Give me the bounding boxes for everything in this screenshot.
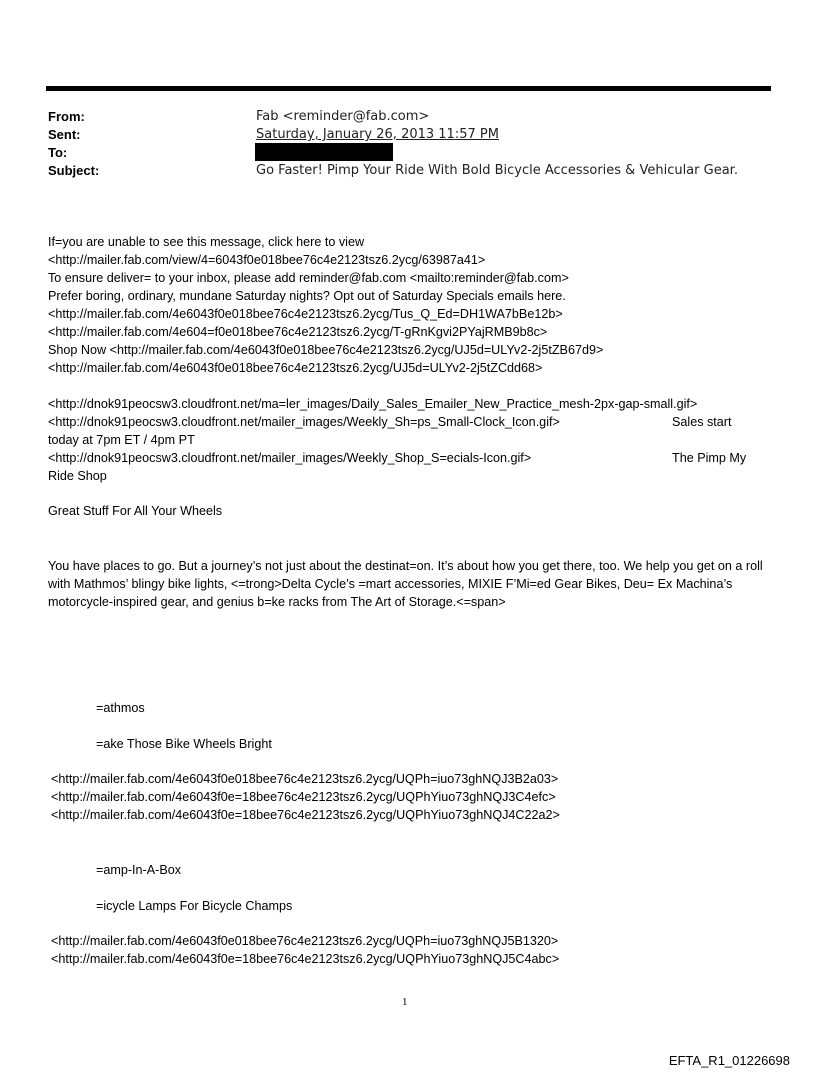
product-link[interactable]: <http://mailer.fab.com/4e6043f0e018bee76c4e2123tsz6.2ycg/UQPh=iuo73ghNQJ5B1320> [51,934,559,948]
body-line: Ride Shop [48,469,107,483]
body-line: If=you are unable to see this message, click here to view [48,235,365,249]
tagline: Great Stuff For All Your Wheels [48,504,223,518]
from-value: Fab <reminder@fab.com> [256,109,430,124]
section-heading: =amp-In-A-Box [96,863,182,877]
section-subheading: =icycle Lamps For Bicycle Champs [96,899,293,913]
section-heading: =athmos [96,701,145,715]
body-link[interactable]: <http://mailer.fab.com/view/4=6043f0e018bee76c4e2123tsz6.2ycg/63987a41> [48,253,486,267]
image-link[interactable]: <http://dnok91peocsw3.cloudfront.net/ma=ler_images/Daily_Sales_Emailer_New_Practice_mesh-2px-gap-small.gif> [48,397,698,411]
document-id: EFTA_R1_01226698 [668,1053,790,1068]
from-label: From: [48,109,85,124]
intro-paragraph: You have places to go. But a journey’s not just about the destinat=on. It’s about how you get there, too. We help you get on a roll with Mathmos’ blingy bike lights, <=trong>Delta Cycle’s =mart accessories, MIXIE F’Mi=ed Gear Bikes, Deu= Ex Machina’s motorcycle-inspired gear, and genius b=ke racks from The Art of Storage.<=span> [48,559,763,609]
product-link[interactable]: <http://mailer.fab.com/4e6043f0e=18bee76c4e2123tsz6.2ycg/UQPhYiuo73ghNQJ4C22a2> [51,808,560,822]
image-link[interactable]: <http://dnok91peocsw3.cloudfront.net/mailer_images/Weekly_Sh=ps_Small-Clock_Icon.gif> [48,415,560,429]
subject-value: Go Faster! Pimp Your Ride With Bold Bicycle Accessories & Vehicular Gear. [256,163,738,178]
body-line: Prefer boring, ordinary, mundane Saturday nights? Opt out of Saturday Specials emails here. [48,289,566,303]
sent-value: Saturday, January 26, 2013 11:57 PM [256,127,499,142]
subject-label: Subject: [48,163,100,178]
sent-label: Sent: [48,127,81,142]
body-link[interactable]: Shop Now <http://mailer.fab.com/4e6043f0e018bee76c4e2123tsz6.2ycg/UJ5d=ULYv2-2j5tZB67d9> [48,343,604,357]
product-link[interactable]: <http://mailer.fab.com/4e6043f0e=18bee76c4e2123tsz6.2ycg/UQPhYiuo73ghNQJ3C4efc> [51,790,556,804]
body-line: To ensure deliver= to your inbox, please add reminder@fab.com <mailto:reminder@fab.com> [48,271,569,285]
page-number: 1 [402,996,408,1008]
shop-title-text: The Pimp My [672,451,747,465]
image-link[interactable]: <http://dnok91peocsw3.cloudfront.net/mailer_images/Weekly_Shop_S=ecials-Icon.gif> [48,451,532,465]
to-label: To: [48,145,68,160]
product-link[interactable]: <http://mailer.fab.com/4e6043f0e018bee76c4e2123tsz6.2ycg/UQPh=iuo73ghNQJ3B2a03> [51,772,559,786]
section-subheading: =ake Those Bike Wheels Bright [96,737,272,751]
body-line: today at 7pm ET / 4pm PT [48,433,195,447]
body-link[interactable]: <http://mailer.fab.com/4e604=f0e018bee76c4e2123tsz6.2ycg/T-gRnKgvi2PYajRMB9b8c> [48,325,548,339]
sales-start-text: Sales start [672,415,732,429]
redaction-box [255,143,393,161]
header-rule [46,86,771,91]
body-link[interactable]: <http://mailer.fab.com/4e6043f0e018bee76c4e2123tsz6.2ycg/Tus_Q_Ed=DH1WA7bBe12b> [48,307,563,321]
body-link[interactable]: <http://mailer.fab.com/4e6043f0e018bee76c4e2123tsz6.2ycg/UJ5d=ULYv2-2j5tZCdd68> [48,361,543,375]
product-link[interactable]: <http://mailer.fab.com/4e6043f0e=18bee76c4e2123tsz6.2ycg/UQPhYiuo73ghNQJ5C4abc> [51,952,560,966]
